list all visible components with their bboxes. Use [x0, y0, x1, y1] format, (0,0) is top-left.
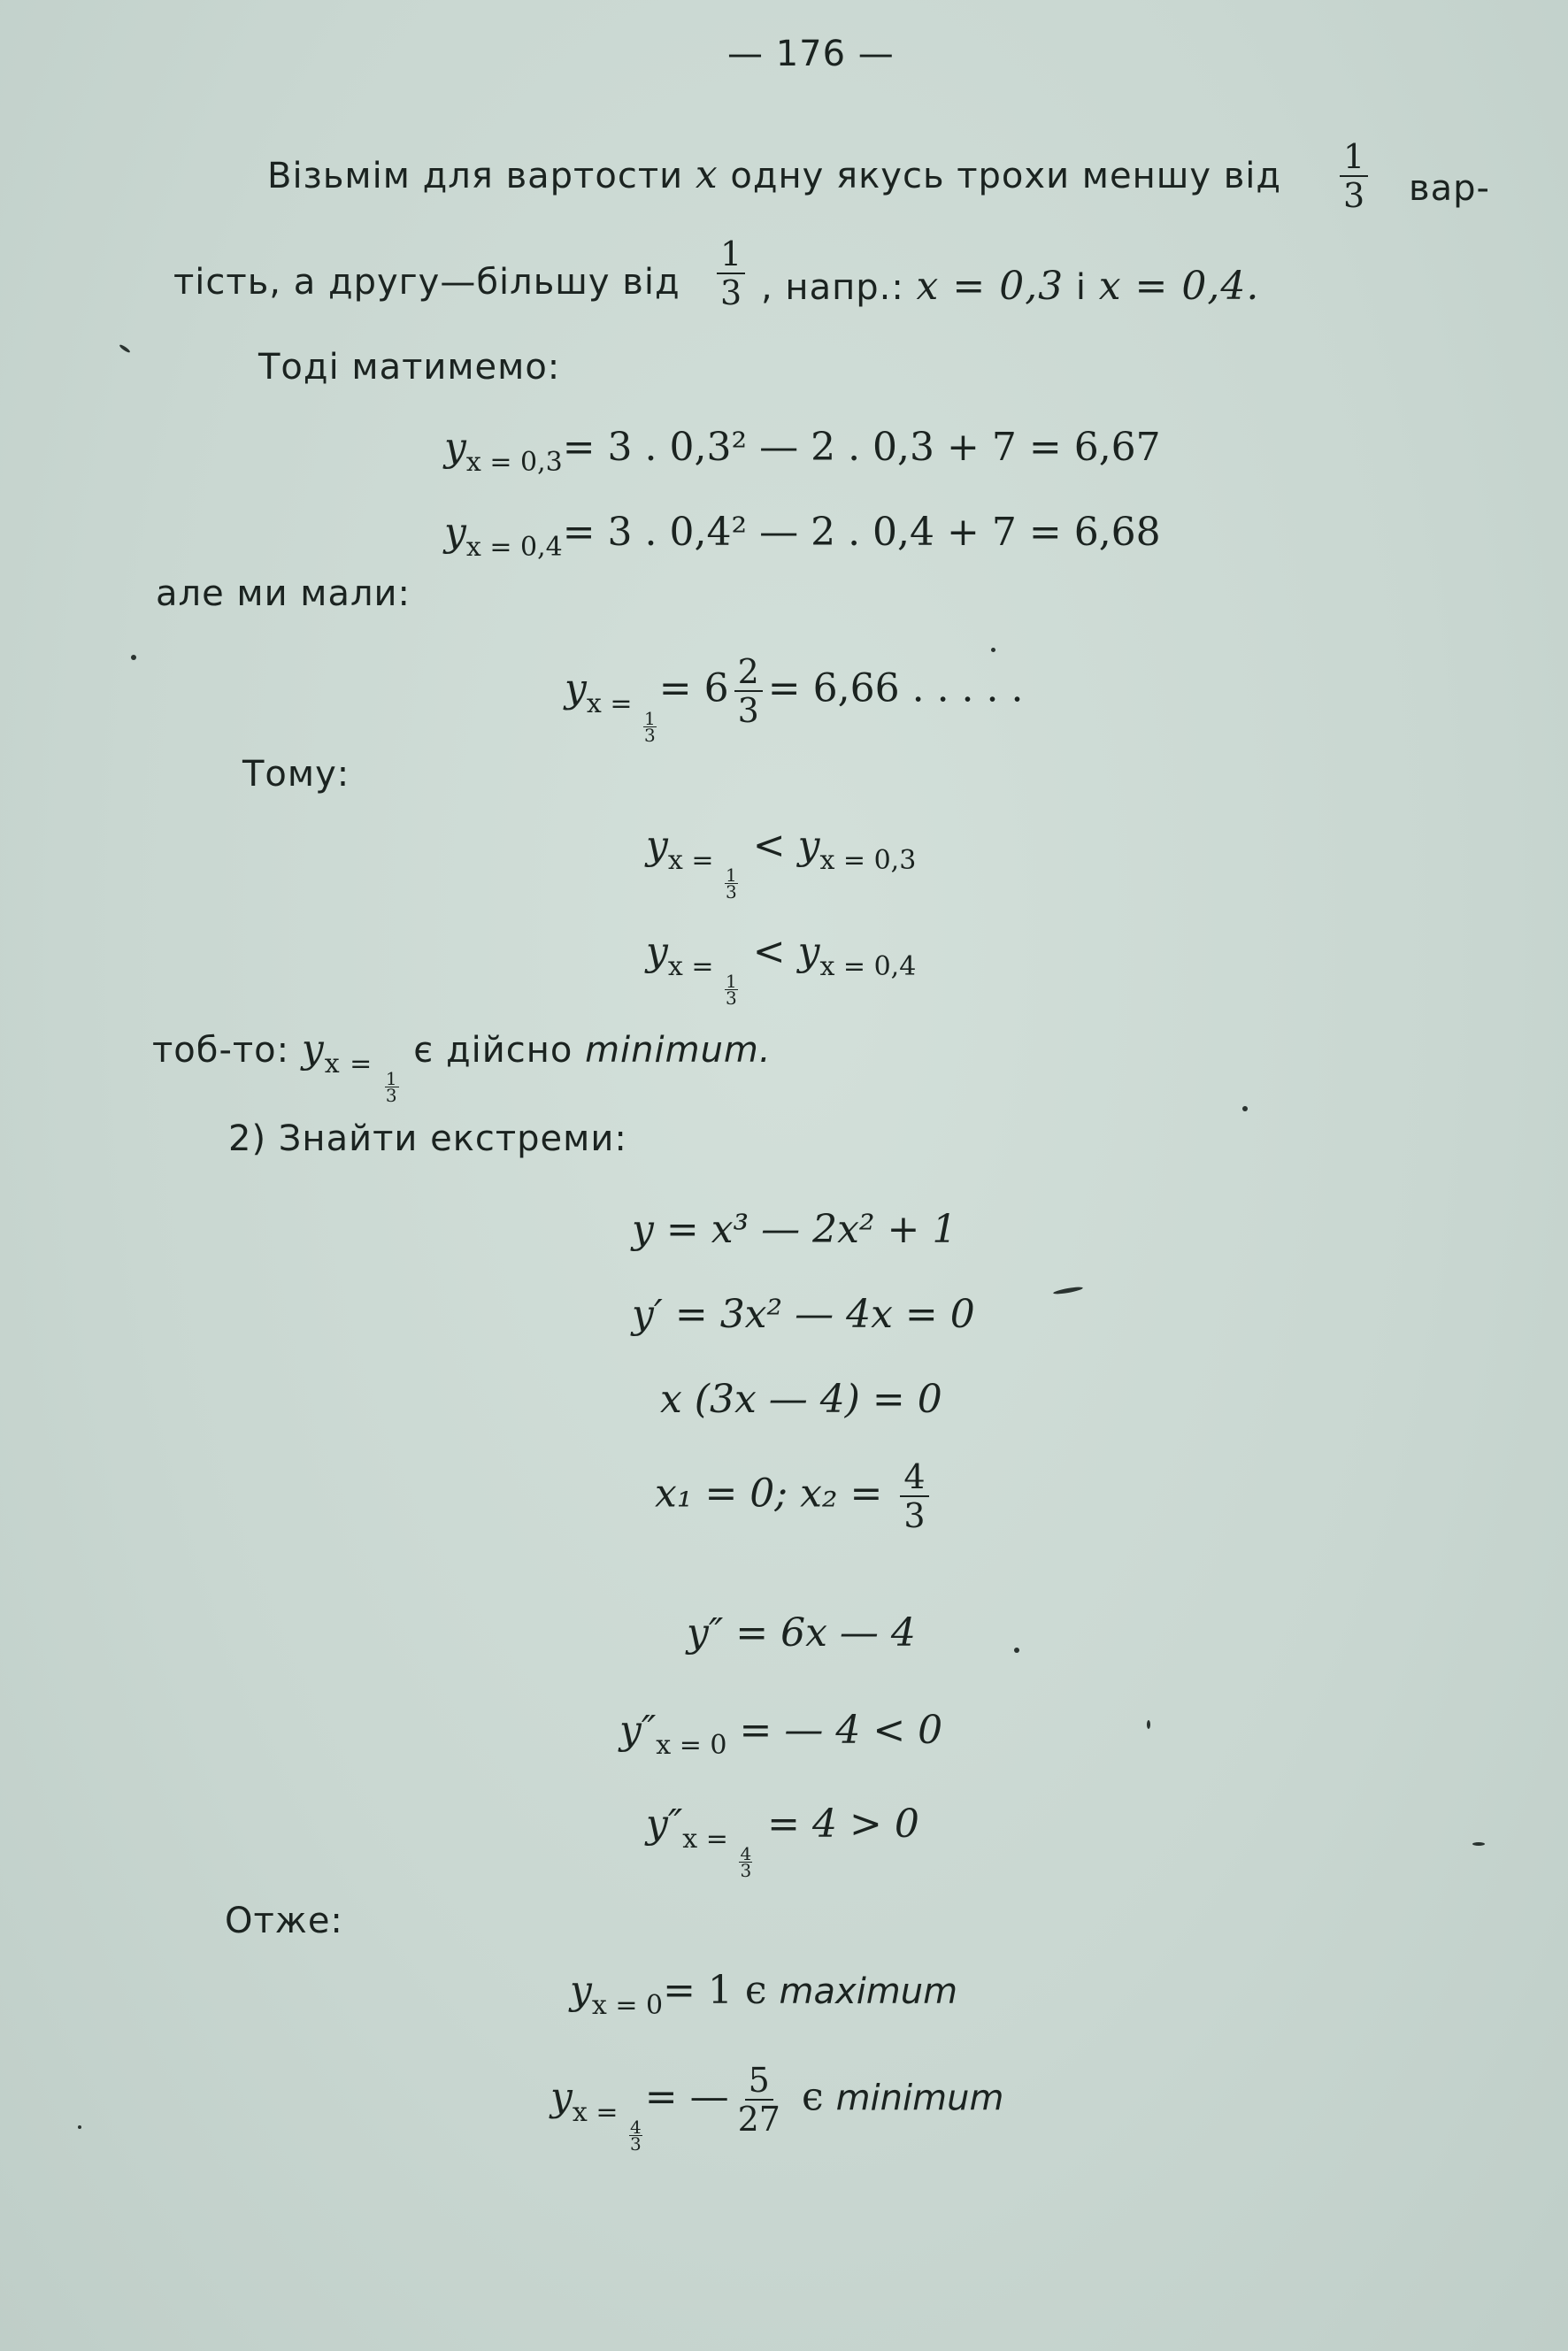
- scan-speck: [131, 655, 136, 660]
- fraction-one-third: $\frac{1}{3}$: [1334, 140, 1373, 212]
- label-todi: Тоді матимемо:: [258, 347, 561, 388]
- label-ale: але ми мали:: [156, 573, 411, 614]
- scan-speck: [991, 648, 995, 652]
- equation-y-0-3: $y_{x = 0,3}= 3$ . 0,3² — 2 . 0,3 + 7 = 6,67: [444, 425, 1161, 478]
- scan-speck: [1147, 1720, 1150, 1729]
- second-derivative-at-four-thirds: $y''_{x = \frac{4}{3}}$ = 4 > 0: [646, 1802, 919, 1881]
- label-tomu: Тому:: [242, 754, 350, 795]
- text-var: вар-: [1409, 168, 1490, 209]
- result-maximum: $y_{x = 0}= 1$ є maximum: [570, 1968, 958, 2021]
- fraction-one-third: $\frac{1}{3}$: [711, 237, 750, 310]
- scan-speck: [119, 343, 131, 353]
- second-derivative-at-0: $y''_{x = 0}$ = — 4 < 0: [619, 1708, 943, 1761]
- scan-speck: [1242, 1106, 1248, 1111]
- result-minimum: $y_{x = \frac{4}{3}}$ = — $\frac{5}{27}$ є minimum: [550, 2061, 1004, 2155]
- factored-equation: x (3x — 4) = 0: [660, 1377, 942, 1422]
- second-derivative: y″ = 6x — 4: [687, 1610, 916, 1656]
- inequality-1: $y_{x = \frac{1}{3}}$ < $y_{x = 0,3}$: [646, 823, 917, 903]
- scan-speck: [78, 2125, 81, 2129]
- equation-y-0-4: $y_{x = 0,4}= 3$ . 0,4² — 2 . 0,4 + 7 = 6,68: [444, 510, 1161, 563]
- text: одну якусь трохи меншу від: [718, 156, 1282, 196]
- first-derivative: y′ = 3x² — 4x = 0: [632, 1292, 975, 1337]
- paragraph-line-1: [267, 152, 1281, 197]
- text: Візьмім для вартости: [267, 156, 696, 196]
- label-otzhe: Отже:: [225, 1901, 343, 1941]
- scan-speck: [1472, 1842, 1485, 1846]
- page-number: — 176 —: [727, 34, 895, 74]
- task-heading: 2) Знайти екстреми:: [228, 1118, 627, 1159]
- equation-y-one-third: $y_{x = \frac{1}{3}}$ = 6 $\frac{2}{3}$ = 6,66 . . . . .: [565, 652, 1024, 746]
- conclusion-line: тоб-то: $y_{x = \frac{1}{3}}$ є дійсно minimum.: [152, 1026, 772, 1106]
- paragraph-line-2: тість, а другу—більшу від: [173, 262, 680, 303]
- function-definition: y = x³ — 2x² + 1: [632, 1207, 957, 1252]
- scan-speck: [1053, 1286, 1083, 1295]
- scan-speck: [1014, 1648, 1019, 1653]
- roots: x₁ = 0; x₂ = $\frac{4}{3}$: [655, 1460, 934, 1533]
- inequality-2: $y_{x = \frac{1}{3}}$ < $y_{x = 0,4}$: [646, 929, 917, 1009]
- paragraph-line-2b: , напр.: x = 0,3 і x = 0,4.: [761, 264, 1260, 309]
- variable-x: x: [695, 152, 719, 197]
